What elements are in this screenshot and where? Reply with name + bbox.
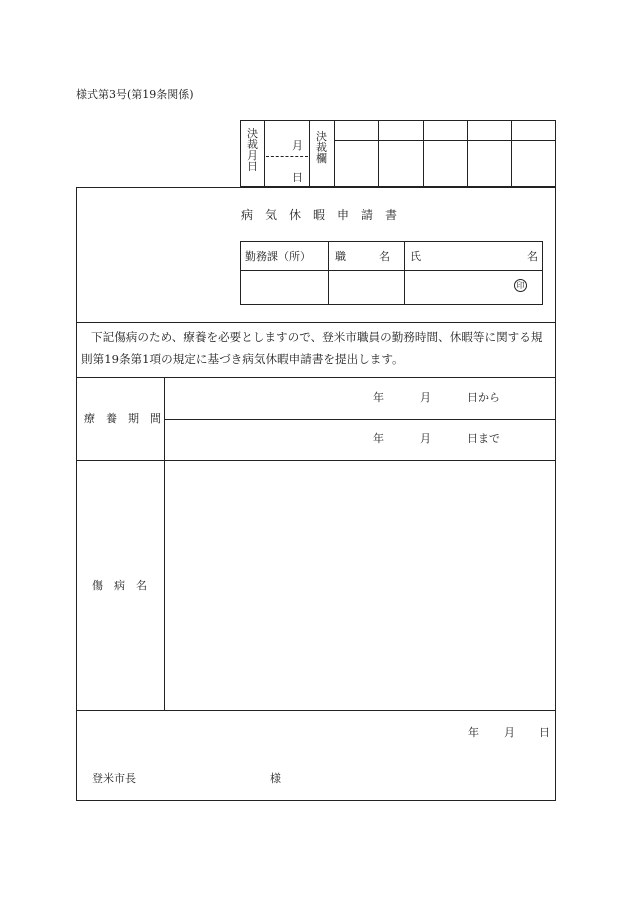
dept-field[interactable] [242, 272, 326, 303]
period-from-month-input[interactable] [387, 386, 417, 408]
period-to-year-input[interactable] [320, 427, 370, 449]
period-from-day-input[interactable] [434, 386, 464, 408]
approval-month-input[interactable] [266, 122, 290, 154]
position-header: 職 名 [335, 250, 390, 263]
form-number-label: 様式第3号(第19条関係) [76, 88, 194, 101]
seal-mark-text: 印 [516, 281, 525, 290]
name-header-right: 名 [527, 250, 538, 263]
period-from-year-input[interactable] [320, 386, 370, 408]
divider [328, 241, 329, 305]
divider [76, 322, 556, 323]
illness-field[interactable] [168, 464, 553, 707]
honorific: 様 [270, 772, 281, 785]
approval-stamp-cell[interactable] [379, 141, 422, 186]
divider [76, 460, 556, 461]
addressee: 登米市長 [92, 772, 136, 785]
period-to-year: 年 [373, 432, 384, 445]
approval-stamp-cell[interactable] [512, 141, 555, 186]
footer-day: 日 [539, 726, 550, 739]
footer-year: 年 [468, 726, 479, 739]
divider [309, 120, 310, 187]
divider [240, 270, 543, 271]
position-field[interactable] [330, 272, 402, 303]
statement-line-1: 下記傷病のため、療養を必要としますので、登米市職員の勤務時間、休暇等に関する規 [91, 330, 543, 344]
divider [76, 710, 556, 711]
footer-day-input[interactable] [517, 722, 537, 744]
seal-mark-icon [514, 279, 527, 292]
form-title: 病 気 休 暇 申 請 書 [241, 208, 398, 222]
approval-stamp-cell[interactable] [468, 141, 510, 186]
statement-line-2: 則第19条第1項の規定に基づき病気休暇申請書を提出します。 [81, 352, 404, 366]
period-to-month-input[interactable] [387, 427, 417, 449]
period-from-day: 日から [467, 391, 500, 404]
approval-month-label: 月 [292, 139, 303, 152]
approval-day-label: 日 [292, 171, 303, 184]
footer-month: 月 [504, 726, 515, 739]
divider [164, 419, 556, 420]
period-to-day: 日まで [467, 432, 500, 445]
approval-stamp-cell[interactable] [424, 141, 466, 186]
approval-column-label: 決裁欄 [316, 130, 327, 165]
divider [264, 120, 265, 187]
dept-header: 勤務課（所） [245, 250, 311, 263]
footer-month-input[interactable] [481, 722, 501, 744]
period-to-day-input[interactable] [434, 427, 464, 449]
footer-year-input[interactable] [420, 722, 464, 744]
period-label: 療 養 期 間 [84, 412, 161, 425]
period-to-month: 月 [420, 432, 431, 445]
dashed-divider [266, 156, 308, 157]
period-from-year: 年 [373, 391, 384, 404]
divider [404, 241, 405, 305]
name-header-left: 氏 [410, 250, 421, 263]
approval-day-input[interactable] [266, 158, 290, 186]
divider [164, 377, 165, 710]
name-field[interactable] [406, 272, 510, 303]
approval-date-label: 決裁月日 [247, 127, 258, 173]
divider [76, 377, 556, 378]
approval-stamp-cell[interactable] [335, 141, 377, 186]
illness-label: 傷 病 名 [92, 579, 147, 592]
period-from-month: 月 [420, 391, 431, 404]
